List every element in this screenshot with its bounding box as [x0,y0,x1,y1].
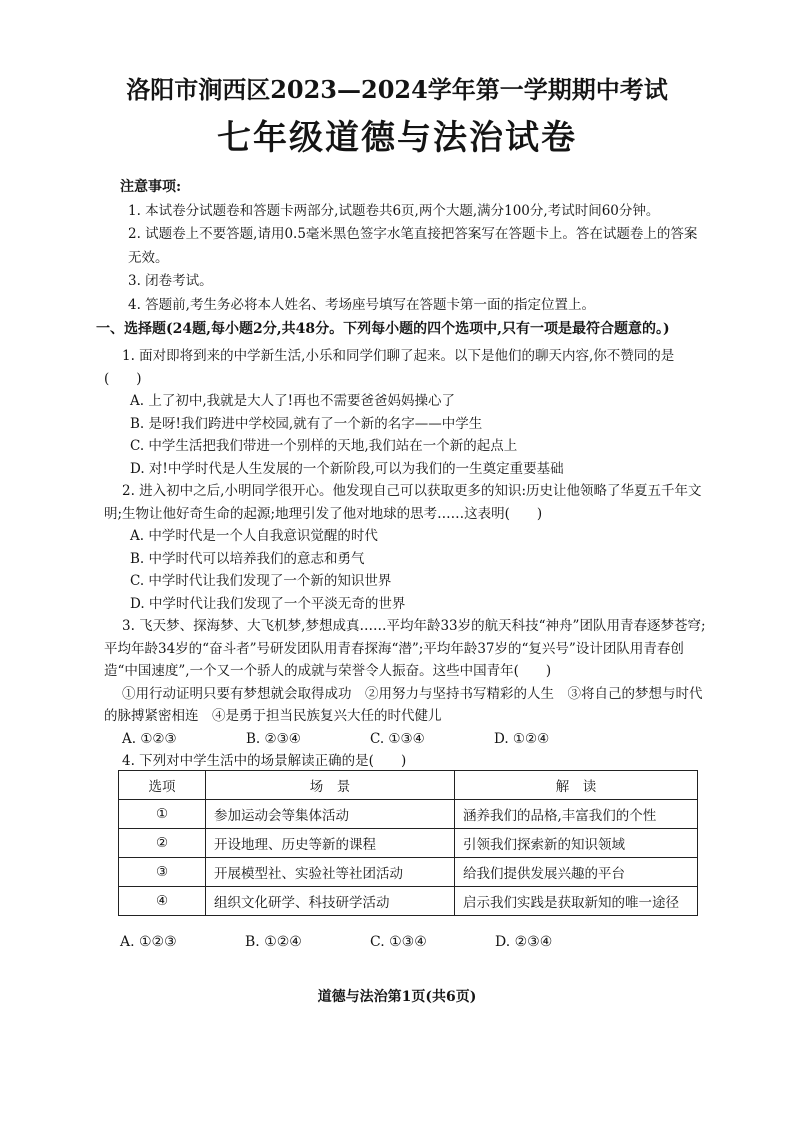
question-3-options [104,728,710,751]
table-row [119,858,698,887]
page-footer: 道德与法治第1页(共6页) [317,989,477,1005]
notes-item: 4. 答题前,考生务必将本人姓名、考场座号填写在答题卡第一面的指定位置上。 [128,296,595,313]
notes-item: 3. 闭卷考试。 [128,273,213,289]
question-4-options [120,934,720,950]
question-2-option: D. 中学时代让我们发现了一个平淡无奇的世界 [130,595,406,612]
table-header-row [119,771,698,800]
table-cell: 给我们提供发展兴趣的平台 [455,858,698,887]
question-3-option: C. ①③④ [370,730,425,747]
question-1-stem: 1. 面对即将到来的中学新生活,小乐和同学们聊了起来。以下是他们的聊天内容,你不赞同的是( ) [104,348,675,387]
question-3-option: D. ①②④ [494,730,550,747]
notes-block [120,176,700,317]
table-cell: ④ [119,887,206,916]
notes-item: 1. 本试卷分试题卷和答题卡两部分,试题卷共6页,两个大题,满分100分,考试时间60分钟。 [128,202,660,219]
notes-item: 2. 试题卷上不要答题,请用0.5毫米黑色签字水笔直接把答案写在答题卡上。答在试题卷上的答案无效。 [128,226,698,266]
table-cell: ② [119,829,206,858]
table-row [119,829,698,858]
table-cell: 开设地理、历史等新的课程 [206,829,455,858]
table-cell: ③ [119,858,206,887]
table-header: 选项 [119,771,206,800]
section-heading: 一、选择题(24题,每小题2分,共48分。下列每小题的四个选项中,只有一项是最符合题意的。) [96,321,670,337]
table-cell: 参加运动会等集体活动 [206,800,455,829]
question-2-option: C. 中学时代让我们发现了一个新的知识世界 [130,573,392,589]
exam-subtitle: 七年级道德与法治试卷 [217,118,577,158]
question-1-option: D. 对!中学时代是人生发展的一个新阶段,可以为我们的一生奠定重要基础 [130,460,564,477]
question-4-option: A. ①②③ [120,934,177,950]
question-3-statements: ①用行动证明只要有梦想就会取得成功 ②用努力与坚持书写精彩的人生 ③将自己的梦想与时代的脉搏紧密相连 ④是勇于担当民族复兴大任的时代健儿 [104,685,703,724]
table-cell: 开展模型社、实验社等社团活动 [206,858,455,887]
table-cell: 启示我们实践是获取新知的唯一途径 [455,887,698,916]
question-3-stem: 3. 飞天梦、探海梦、大飞机梦,梦想成真……平均年龄33岁的航天科技“神舟”团队用青春逐梦苍穹;平均年龄34岁的“奋斗者”号研发团队用青春探海“潜”;平均年龄37岁的“复兴号”设计团队用青春创造“中国速度”,一个又一个骄人的成就与荣誉令人振奋。这些中国青年( ) [104,618,706,679]
table-cell: 涵养我们的品格,丰富我们的个性 [455,800,698,829]
table-row [119,800,698,829]
notes-heading: 注意事项: [120,179,182,195]
question-4-table [118,770,698,916]
table-header: 场 景 [206,771,455,800]
question-4-stem: 4. 下列对中学生活中的场景解读正确的是( ) [122,753,407,769]
exam-title: 洛阳市涧西区2023—2024学年第一学期期中考试 [126,75,668,104]
questions-block [104,345,710,773]
table-cell: 引领我们探索新的知识领域 [455,829,698,858]
table-cell: 组织文化研学、科技研学活动 [206,887,455,916]
question-2-option: A. 中学时代是一个人自我意识觉醒的时代 [130,528,378,544]
question-1-option: A. 上了初中,我就是大人了!再也不需要爸爸妈妈操心了 [130,393,456,409]
question-4-option: B. ①②④ [245,934,302,950]
table-row [119,887,698,916]
question-3-option: B. ②③④ [246,730,301,747]
table-header: 解 读 [455,771,698,800]
question-3-option: A. ①②③ [122,730,177,747]
question-1-option: B. 是呀!我们跨进中学校园,就有了一个新的名字——中学生 [130,415,483,432]
table-cell: ① [119,800,206,829]
question-4-option: C. ①③④ [370,934,427,950]
question-4-option: D. ②③④ [495,934,553,950]
question-1-option: C. 中学生活把我们带进一个别样的天地,我们站在一个新的起点上 [130,438,518,454]
question-2-option: B. 中学时代可以培养我们的意志和勇气 [130,550,365,567]
question-2-stem: 2. 进入初中之后,小明同学很开心。他发现自己可以获取更多的知识:历史让他领略了华夏五千年文明;生物让他好奇生命的起源;地理引发了他对地球的思考……这表明( ) [104,483,702,522]
